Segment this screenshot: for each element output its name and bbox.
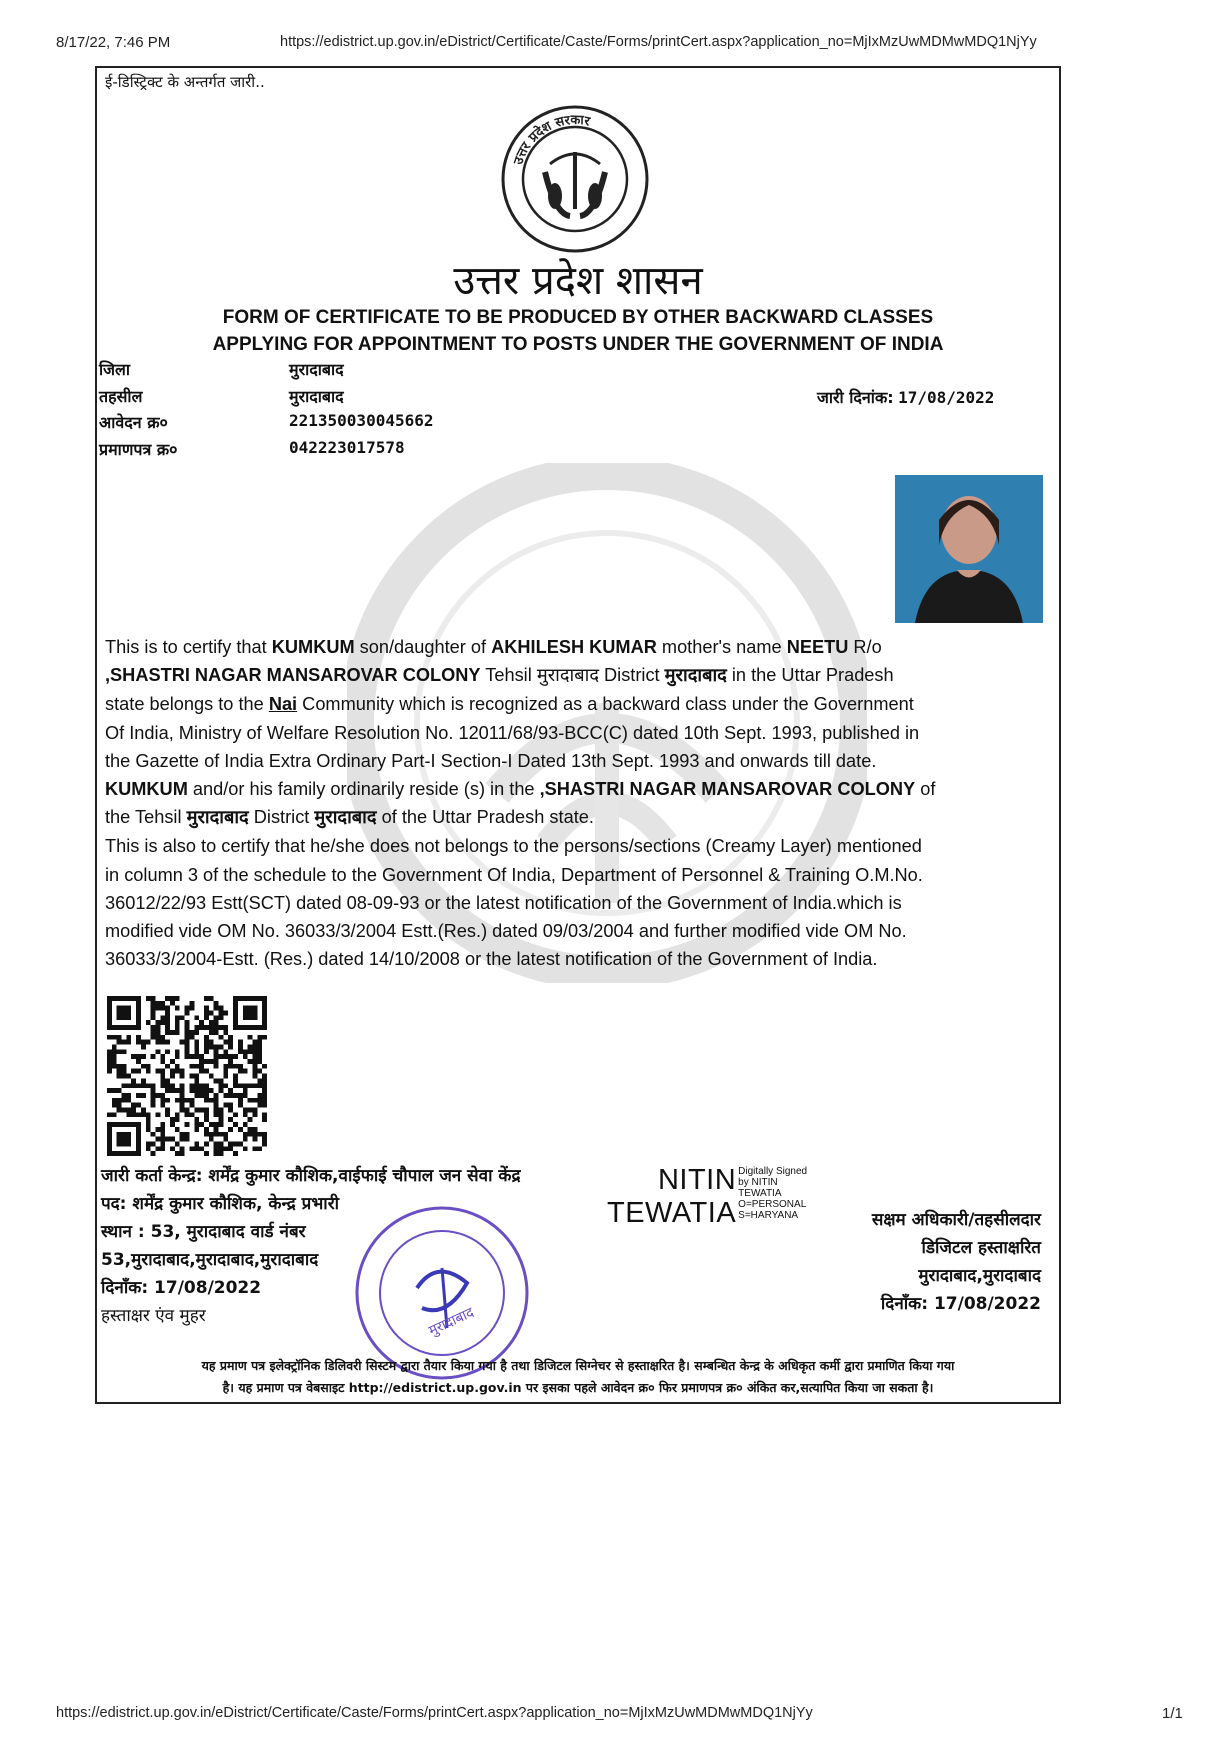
tehsil-value: मुरादाबाद — [289, 387, 344, 406]
stamp-text: मुरादाबाद — [426, 1304, 477, 1340]
emblem-ring-text: उत्तर प्रदेश सरकार — [511, 112, 592, 167]
father-name: AKHILESH KUMAR — [491, 637, 657, 657]
issue-date — [817, 386, 994, 408]
official-date: दिनाँक: 17/08/2022 — [880, 1294, 1041, 1314]
certificate-number-label: प्रमाणपत्र क्र० — [99, 440, 178, 459]
digital-signature — [607, 1164, 807, 1230]
print-footer-url: https://edistrict.up.gov.in/eDistrict/Certificate/Caste/Forms/printCert.aspx?application_no=MjIxMzUwMDMwMDQ1NjYy — [56, 1705, 813, 1721]
body-line-10: 36012/22/93 Estt(SCT) dated 08-09-93 or the latest notification of the Government of India.which is — [105, 892, 902, 913]
body-line-8: This is also to certify that he/she does not belongs to the persons/sections (Creamy Layer) mentioned — [105, 836, 922, 857]
signature-seal-label: हस्ताक्षर एंव मुहर — [101, 1306, 206, 1326]
body-line-9: in column 3 of the schedule to the Government Of India, Department of Personnel & Training O.M.No. — [105, 864, 923, 885]
official-block — [872, 1206, 1041, 1318]
body-line-1: This is to certify that KUMKUM son/daughter of AKHILESH KUMAR mother's name NEETU R/o — [105, 637, 882, 657]
mother-name: NEETU — [786, 637, 849, 657]
certificate-frame — [95, 66, 1061, 1404]
community-name: Nai — [268, 694, 298, 715]
signature-details: Digitally Signed by NITIN TEWATIA O=PERSONAL S=HARYANA — [738, 1166, 808, 1221]
applicant-name: KUMKUM — [271, 637, 355, 657]
residence-address: ,SHASTRI NAGAR MANSAROVAR COLONY — [105, 665, 481, 686]
body-line-3: state belongs to the Nai Community which is recognized as a backward class under the Government — [105, 694, 914, 715]
verification-note-line1: यह प्रमाण पत्र इलेक्ट्रॉनिक डिलिवरी सिस्टम द्वारा तैयार किया गया है तथा डिजिटल सिग्नेचर से हस्ताक्षरित है। सम्बन्धित केन्द्र के अधिकृत कर्मी द्वारा प्रमाणित किया गया — [201, 1358, 955, 1373]
qr-code[interactable] — [107, 996, 267, 1156]
body-line-5: the Gazette of India Extra Ordinary Part-I Section-I Dated 13th Sept. 1993 and onwards till date. — [105, 750, 877, 771]
tehsil-label: तहसील — [99, 387, 143, 406]
applicant-photo — [895, 475, 1043, 623]
issuer-place: स्थान : 53, मुरादाबाद वार्ड नंबर — [101, 1222, 306, 1242]
body-line-2: ,SHASTRI NAGAR MANSAROVAR COLONY Tehsil मुरादाबाद District मुरादाबाद in the Uttar Pradesh — [105, 665, 894, 687]
applicant-photo-placeholder — [895, 475, 1043, 623]
official-location: मुरादाबाद,मुरादाबाद — [918, 1266, 1041, 1286]
certificate-body — [105, 633, 1065, 973]
body-line-6: KUMKUM and/or his family ordinarily reside (s) in the ,SHASTRI NAGAR MANSAROVAR COLONY of — [105, 779, 936, 800]
district-value: मुरादाबाद — [289, 360, 344, 379]
certificate-number-value: 042223017578 — [289, 438, 405, 457]
official-designation: सक्षम अधिकारी/तहसीलदार — [871, 1210, 1041, 1230]
print-page-number: 1/1 — [1162, 1705, 1183, 1722]
issue-date-label: जारी दिनांक: — [817, 388, 894, 407]
form-title-line1: FORM OF CERTIFICATE TO BE PRODUCED BY OTHER BACKWARD CLASSES — [222, 307, 934, 328]
issuer-place-cont: 53,मुरादाबाद,मुरादाबाद,मुरादाबाद — [101, 1250, 319, 1270]
application-number-value: 221350030045662 — [289, 411, 434, 430]
issue-date-value: 17/08/2022 — [898, 388, 995, 407]
body-line-11: modified vide OM No. 36033/3/2004 Estt.(Res.) dated 09/03/2004 and further modified vide OM No. — [105, 921, 907, 942]
signer-last-name: TEWATIA — [607, 1197, 737, 1229]
print-datetime: 8/17/22, 7:46 PM — [56, 34, 171, 51]
form-title-line2: APPLYING FOR APPOINTMENT TO POSTS UNDER THE GOVERNMENT OF INDIA — [212, 334, 944, 355]
official-digital-signed: डिजिटल हस्ताक्षरित — [921, 1238, 1041, 1258]
application-number-label: आवेदन क्र० — [99, 413, 168, 432]
body-line-12: 36033/3/2004-Estt. (Res.) dated 14/10/2008 or the latest notification of the Government of India. — [105, 949, 878, 970]
svg-text:उत्तर प्रदेश सरकार — [511, 113, 592, 168]
body-line-4: Of India, Ministry of Welfare Resolution No. 12011/68/93-BCC(C) dated 10th Sept. 1993, published in — [105, 722, 920, 743]
issuer-date: दिनाँक: 17/08/2022 — [101, 1278, 262, 1298]
issuer-designation: पद: शर्मेंद्र कुमार कौशिक, केन्द्र प्रभारी — [101, 1194, 340, 1214]
body-line-7: the Tehsil मुरादाबाद District मुरादाबाद of the Uttar Pradesh state. — [105, 807, 594, 829]
edistrict-note: ई-डिस्ट्रिक्ट के अन्तर्गत जारी.. — [105, 73, 265, 91]
signer-first-name: NITIN — [657, 1164, 737, 1196]
issuer-center: जारी कर्ता केन्द्र: शर्मेंद्र कुमार कौशिक,वाईफाई चौपाल जन सेवा केंद्र — [101, 1166, 521, 1186]
up-government-emblem-icon — [500, 104, 650, 254]
district-label: जिला — [99, 360, 131, 379]
print-header-url: https://edistrict.up.gov.in/eDistrict/Certificate/Caste/Forms/printCert.aspx?application_no=MjIxMzUwMDMwMDQ1NjYy — [280, 34, 1037, 50]
verification-note-line2: है। यह प्रमाण पत्र वेबसाइट http://edistrict.up.gov.in पर इसका पहले आवेदन क्र० फिर प्रमाणपत्र क्र० अंकित कर,सत्यापित किया जा सकता है। — [222, 1380, 934, 1395]
government-title: उत्तर प्रदेश शासन — [453, 258, 703, 304]
